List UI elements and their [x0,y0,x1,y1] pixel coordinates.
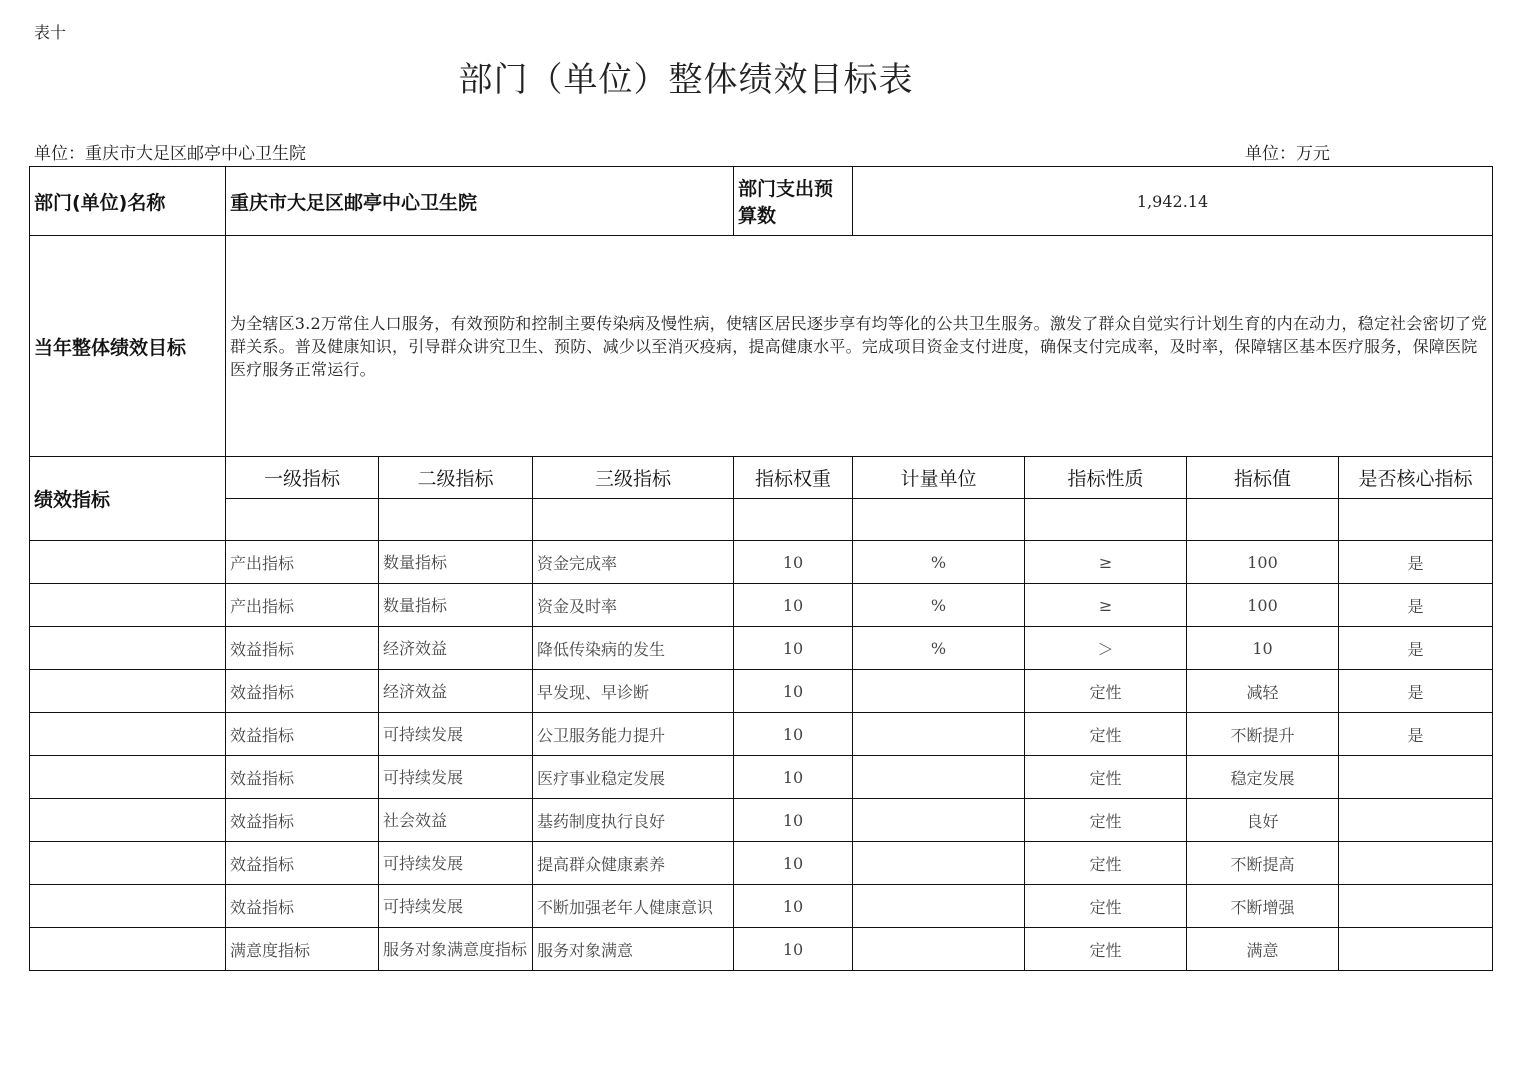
weight-cell: 10 [734,756,853,799]
blank-cell [734,499,853,541]
row-lead-blank [30,713,226,756]
col-header-level1: 一级指标 [226,457,379,499]
level3-cell: 基药制度执行良好 [533,799,734,842]
col-header-unit: 计量单位 [853,457,1025,499]
budget-value: 1,942.14 [853,167,1493,236]
level1-cell: 效益指标 [226,842,379,885]
unit-cell: % [853,584,1025,627]
core-cell [1339,928,1493,971]
level1-cell: 效益指标 [226,713,379,756]
level3-cell: 医疗事业稳定发展 [533,756,734,799]
table-row [30,713,1493,756]
weight-cell: 10 [734,885,853,928]
blank-cell [533,499,734,541]
col-header-nature: 指标性质 [1025,457,1187,499]
dept-header-row [30,167,1493,236]
weight-cell: 10 [734,713,853,756]
weight-cell: 10 [734,928,853,971]
level2-cell: 数量指标 [379,584,533,627]
level2-cell: 可持续发展 [379,756,533,799]
core-cell: 是 [1339,541,1493,584]
row-lead-blank [30,842,226,885]
weight-cell: 10 [734,670,853,713]
core-cell: 是 [1339,713,1493,756]
value-cell: 不断增强 [1187,885,1339,928]
nature-cell: 定性 [1025,756,1187,799]
table-row [30,541,1493,584]
nature-cell: 定性 [1025,885,1187,928]
value-cell: 良好 [1187,799,1339,842]
blank-cell [1339,499,1493,541]
goal-row [30,236,1493,457]
level2-cell: 社会效益 [379,799,533,842]
col-header-value: 指标值 [1187,457,1339,499]
weight-cell: 10 [734,627,853,670]
value-cell: 不断提升 [1187,713,1339,756]
nature-cell: 定性 [1025,670,1187,713]
level1-cell: 满意度指标 [226,928,379,971]
row-lead-blank [30,627,226,670]
weight-cell: 10 [734,541,853,584]
value-cell: 稳定发展 [1187,756,1339,799]
page-title: 部门（单位）整体绩效目标表 [458,60,914,100]
nature-cell: 定性 [1025,842,1187,885]
value-cell: 100 [1187,584,1339,627]
nature-cell: ＞ [1025,627,1187,670]
performance-goal-table [29,166,1493,971]
level3-cell: 服务对象满意 [533,928,734,971]
level3-cell: 降低传染病的发生 [533,627,734,670]
indicators-label: 绩效指标 [30,457,226,541]
level2-cell: 数量指标 [379,541,533,584]
level3-cell: 不断加强老年人健康意识 [533,885,734,928]
unit-cell [853,842,1025,885]
level2-cell: 可持续发展 [379,842,533,885]
core-cell [1339,885,1493,928]
table-row [30,756,1493,799]
core-cell [1339,756,1493,799]
weight-cell: 10 [734,799,853,842]
level3-cell: 资金完成率 [533,541,734,584]
col-header-weight: 指标权重 [734,457,853,499]
level1-cell: 效益指标 [226,885,379,928]
nature-cell: 定性 [1025,713,1187,756]
nature-cell: 定性 [1025,928,1187,971]
table-row [30,799,1493,842]
value-cell: 不断提高 [1187,842,1339,885]
level1-cell: 效益指标 [226,799,379,842]
core-cell [1339,799,1493,842]
blank-cell [853,499,1025,541]
col-header-core: 是否核心指标 [1339,457,1493,499]
blank-cell [1025,499,1187,541]
unit-currency: 单位：万元 [1245,144,1330,164]
unit-cell: % [853,627,1025,670]
row-lead-blank [30,541,226,584]
core-cell [1339,842,1493,885]
unit-cell: % [853,541,1025,584]
level1-cell: 效益指标 [226,627,379,670]
unit-cell [853,713,1025,756]
core-cell: 是 [1339,627,1493,670]
value-cell: 减轻 [1187,670,1339,713]
table-row [30,627,1493,670]
value-cell: 100 [1187,541,1339,584]
table-row [30,670,1493,713]
nature-cell: 定性 [1025,799,1187,842]
unit-cell [853,885,1025,928]
indicator-header-blank-row [30,499,1493,541]
col-header-level3: 三级指标 [533,457,734,499]
unit-cell [853,756,1025,799]
level2-cell: 可持续发展 [379,885,533,928]
table-row [30,928,1493,971]
goal-label: 当年整体绩效目标 [30,236,226,457]
value-cell: 10 [1187,627,1339,670]
level2-cell: 可持续发展 [379,713,533,756]
level1-cell: 效益指标 [226,756,379,799]
level3-cell: 公卫服务能力提升 [533,713,734,756]
col-header-level2: 二级指标 [379,457,533,499]
table-row [30,584,1493,627]
level3-cell: 早发现、早诊断 [533,670,734,713]
core-cell: 是 [1339,670,1493,713]
budget-label: 部门支出预算数 [734,167,853,236]
indicator-header-row [30,457,1493,499]
level3-cell: 提高群众健康素养 [533,842,734,885]
form-number: 表十 [34,23,67,42]
level1-cell: 产出指标 [226,541,379,584]
blank-cell [1187,499,1339,541]
unit-organization: 单位：重庆市大足区邮亭中心卫生院 [34,144,306,164]
dept-name-value: 重庆市大足区邮亭中心卫生院 [226,167,734,236]
nature-cell: ≥ [1025,541,1187,584]
level1-cell: 效益指标 [226,670,379,713]
dept-name-label: 部门(单位)名称 [30,167,226,236]
level2-cell: 服务对象满意度指标 [379,928,533,971]
level2-cell: 经济效益 [379,670,533,713]
unit-cell [853,928,1025,971]
nature-cell: ≥ [1025,584,1187,627]
weight-cell: 10 [734,842,853,885]
unit-cell [853,799,1025,842]
level1-cell: 产出指标 [226,584,379,627]
level3-cell: 资金及时率 [533,584,734,627]
indicator-rows [30,541,1493,971]
table-row [30,842,1493,885]
level2-cell: 经济效益 [379,627,533,670]
row-lead-blank [30,584,226,627]
unit-cell [853,670,1025,713]
blank-cell [379,499,533,541]
row-lead-blank [30,928,226,971]
core-cell: 是 [1339,584,1493,627]
row-lead-blank [30,756,226,799]
row-lead-blank [30,885,226,928]
row-lead-blank [30,799,226,842]
weight-cell: 10 [734,584,853,627]
row-lead-blank [30,670,226,713]
goal-text: 为全辖区3.2万常住人口服务，有效预防和控制主要传染病及慢性病，使辖区居民逐步享有均等化的公共卫生服务。激发了群众自觉实行计划生育的内在动力，稳定社会密切了党群关系。普及健康知识，引导群众讲究卫生、预防、减少以至消灭疫病，提高健康水平。完成项目资金支付进度，确保支付完成率，及时率，保障辖区基本医疗服务，保障医院医疗服务正常运行。 [226,236,1493,457]
blank-cell [226,499,379,541]
value-cell: 满意 [1187,928,1339,971]
table-row [30,885,1493,928]
